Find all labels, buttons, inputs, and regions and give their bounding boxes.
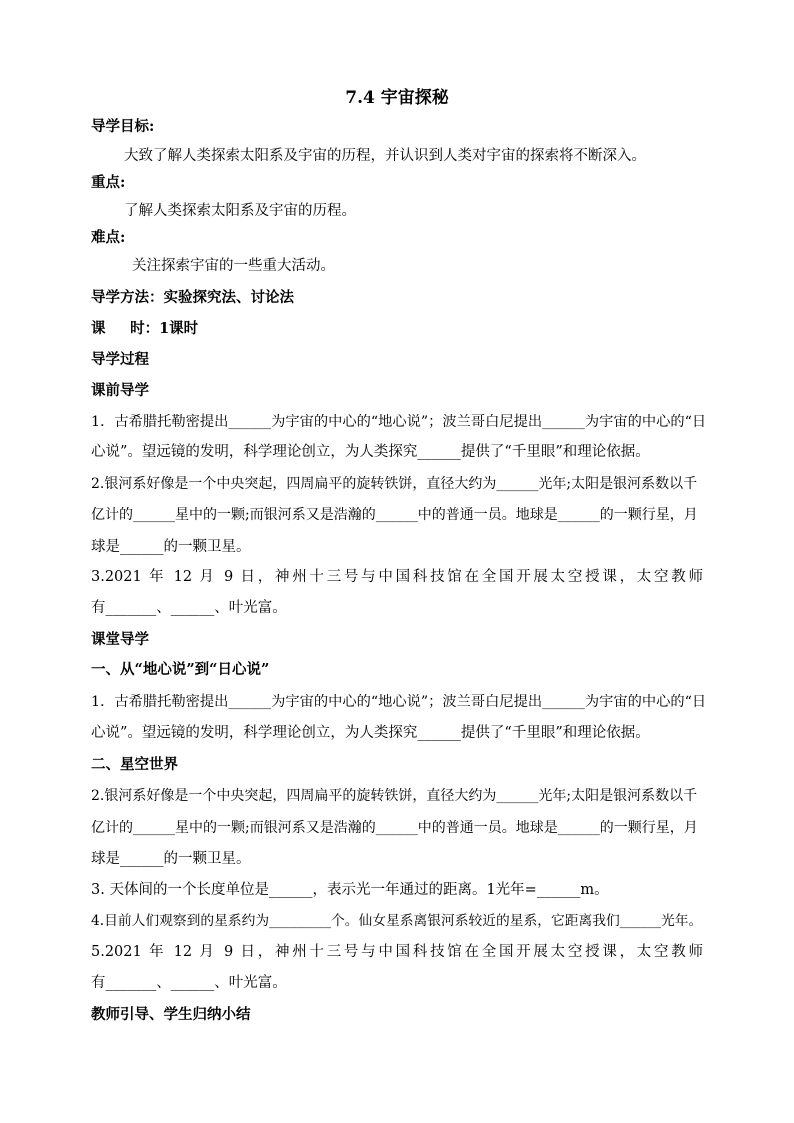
section-2-heading: 二、星空世界	[91, 756, 178, 773]
pre-question-2-line-2: 亿计的______星中的一颗;而银河系又是浩瀚的______中的普通一员。地球是______的一颗行星，月	[91, 507, 698, 523]
summary-heading: 教师引导、学生归纳小结	[91, 1006, 251, 1023]
section-2-question-3: 3. 天体间的一个长度单位是______，表示光一年通过的距离。1光年=______m。	[91, 882, 609, 898]
section-1-question-1-line-2: 心说”。望远镜的发明，科学理论创立，为人类探究______提供了“千里眼”和理论依据。	[91, 725, 650, 741]
section-1-question-1-line-1: 1．古希腊托勒密提出______为宇宙的中心的“地心说”；波兰哥白尼提出______为宇宙的中心的“日	[91, 694, 707, 710]
key-text: 了解人类探索太阳系及宇宙的历程。	[124, 203, 356, 219]
section-2-question-4: 4.目前人们观察到的星系约为_________个。仙女星系离银河系较近的星系，它距离我们______光年。	[91, 913, 703, 929]
class-study-heading: 课堂导学	[91, 631, 149, 648]
page-title: 7.4 宇宙探秘	[345, 88, 449, 108]
key-label: 重点:	[91, 174, 126, 191]
method-line: 导学方法：实验探究法、讨论法	[91, 289, 294, 306]
periods-line: 课 时：1课时	[91, 320, 199, 337]
pre-question-1-line-1: 1．古希腊托勒密提出______为宇宙的中心的“地心说”；波兰哥白尼提出______为宇宙的中心的“日	[91, 414, 707, 430]
objective-text: 大致了解人类探索太阳系及宇宙的历程，并认识到人类对宇宙的探索将不断深入。	[124, 148, 646, 164]
difficulty-text: 关注探索宇宙的一些重大活动。	[132, 258, 335, 274]
pre-question-1-line-2: 心说”。望远镜的发明，科学理论创立，为人类探究______提供了“千里眼”和理论依据。	[91, 444, 650, 460]
pre-question-3-line-2: 有_______、______、叶光富。	[91, 600, 287, 616]
section-2-question-2-line-3: 球是______的一颗卫星。	[91, 851, 251, 867]
pre-question-2-line-1: 2.银河系好像是一个中央突起，四周扁平的旋转铁饼，直径大约为______光年;太阳是银河系数以千	[91, 476, 698, 492]
objective-label: 导学目标:	[91, 118, 155, 135]
section-2-question-5-line-2: 有_______、______、叶光富。	[91, 975, 287, 991]
pre-question-2-line-3: 球是______的一颗卫星。	[91, 539, 251, 555]
pre-question-3-line-1: 3.2021 年 12 月 9 日，神州十三号与中国科技馆在全国开展太空授课，太空教师	[91, 569, 703, 585]
section-1-heading: 一、从“地心说”到“日心说”	[91, 661, 270, 678]
pre-study-heading: 课前导学	[91, 382, 149, 399]
section-2-question-2-line-1: 2.银河系好像是一个中央突起，四周扁平的旋转铁饼，直径大约为______光年;太阳是银河系数以千	[91, 788, 698, 804]
difficulty-label: 难点:	[91, 229, 126, 246]
section-2-question-5-line-1: 5.2021 年 12 月 9 日，神州十三号与中国科技馆在全国开展太空授课，太空教师	[91, 944, 703, 960]
process-heading: 导学过程	[91, 351, 149, 368]
section-2-question-2-line-2: 亿计的______星中的一颗;而银河系又是浩瀚的______中的普通一员。地球是______的一颗行星，月	[91, 820, 698, 836]
